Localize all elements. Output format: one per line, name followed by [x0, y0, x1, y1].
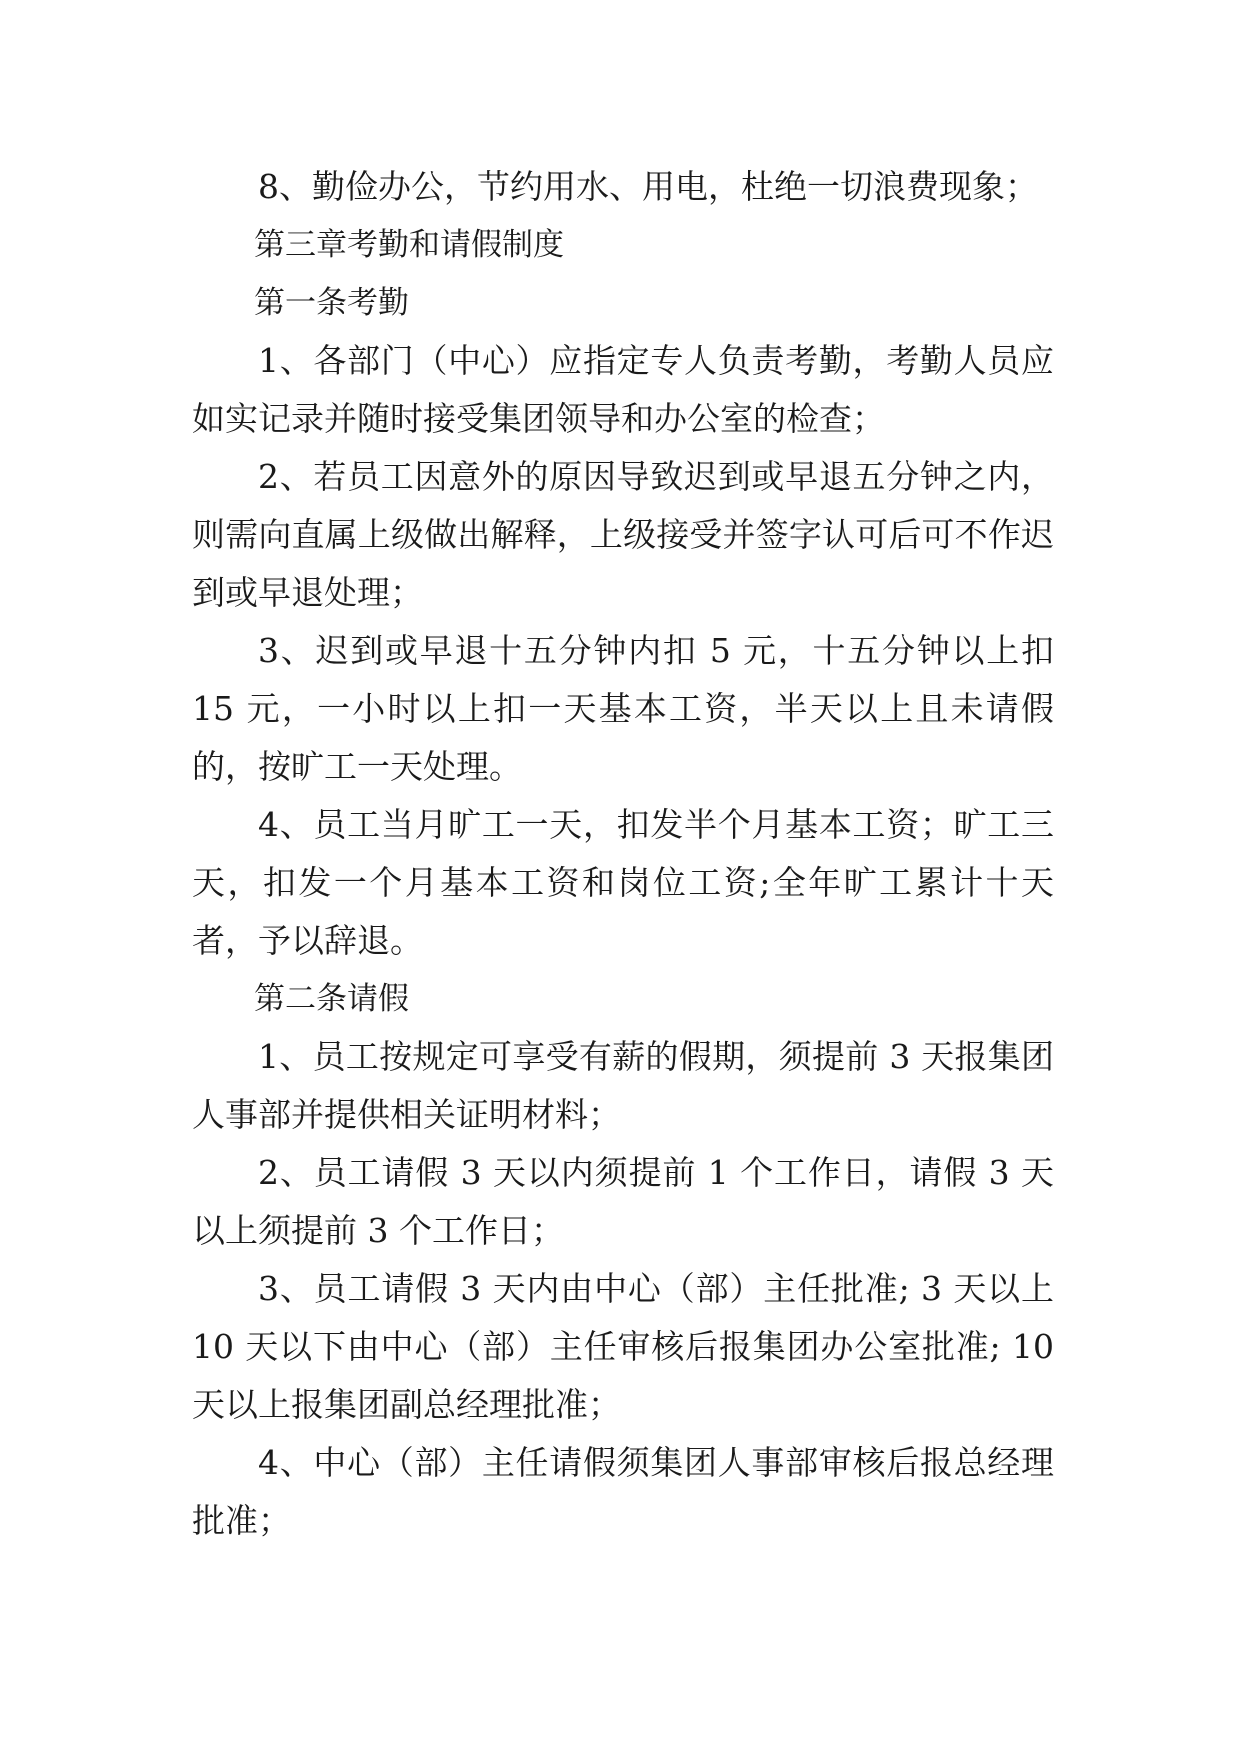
article-heading-leave: 第二条请假: [254, 981, 409, 1017]
chapter-heading: 第三章考勤和请假制度: [254, 227, 564, 263]
paragraph-leave-3: 3、员工请假 3 天内由中心（部）主任批准; 3 天以上 10 天以下由中心（部）主任审核后报集团办公室批准; 10 天以上报集团副总经理批准；: [192, 1269, 1054, 1424]
paragraph-attendance-4: 4、员工当月旷工一天，扣发半个月基本工资；旷工三天，扣发一个月基本工资和岗位工资;全年旷工累计十天者，予以辞退。: [192, 805, 1054, 960]
article-heading-attendance: 第一条考勤: [254, 285, 409, 321]
document-body: [192, 158, 1054, 1550]
paragraph-attendance-3: 3、迟到或早退十五分钟内扣 5 元，十五分钟以上扣 15 元，一小时以上扣一天基本工资，半天以上且未请假的，按旷工一天处理。: [192, 631, 1054, 786]
paragraph-leave-1: 1、员工按规定可享受有薪的假期，须提前 3 天报集团人事部并提供相关证明材料；: [192, 1037, 1054, 1134]
paragraph-attendance-1: 1、各部门（中心）应指定专人负责考勤，考勤人员应如实记录并随时接受集团领导和办公室的检查；: [192, 341, 1054, 438]
paragraph-leave-2: 2、员工请假 3 天以内须提前 1 个工作日，请假 3 天以上须提前 3 个工作日；: [192, 1153, 1054, 1250]
paragraph-attendance-2: 2、若员工因意外的原因导致迟到或早退五分钟之内，则需向直属上级做出解释，上级接受并签字认可后可不作迟到或早退处理；: [192, 457, 1054, 612]
paragraph-item-8: 8、勤俭办公，节约用水、用电，杜绝一切浪费现象；: [258, 167, 1038, 206]
paragraph-leave-4: 4、中心（部）主任请假须集团人事部审核后报总经理批准；: [192, 1443, 1054, 1540]
